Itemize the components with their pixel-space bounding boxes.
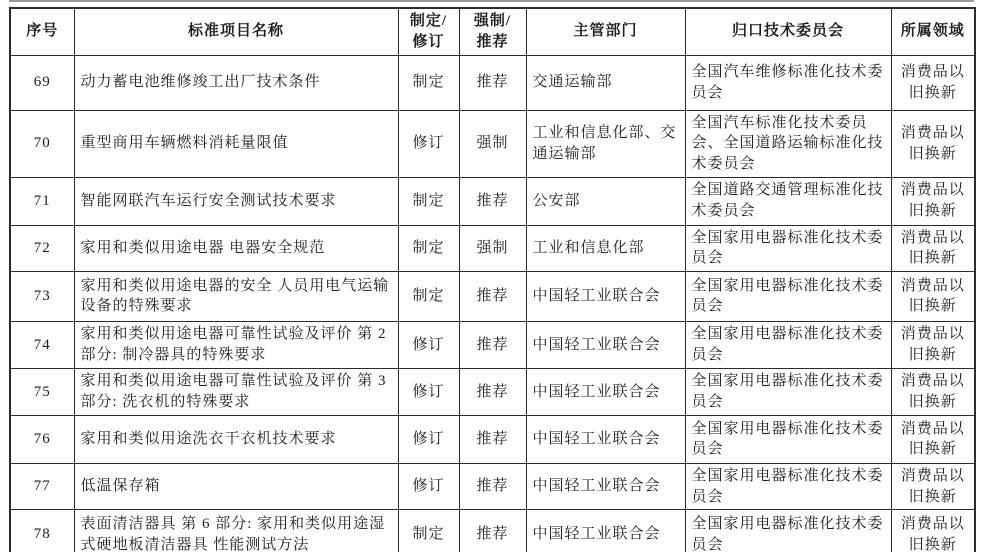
cell-committee: 全国家用电器标准化技术委员会: [685, 510, 891, 552]
cell-seq: 69: [10, 55, 74, 110]
cell-committee: 全国汽车标准化技术委员会、全国道路运输标准化技术委员会: [685, 110, 891, 177]
cell-mandatory: 推荐: [459, 55, 526, 110]
header-committee: 归口技术委员会: [685, 8, 891, 55]
cell-name: 动力蓄电池维修竣工出厂技术条件: [74, 55, 398, 110]
cell-committee: 全国家用电器标准化技术委员会: [685, 321, 891, 368]
cell-department: 中国轻工业联合会: [526, 321, 685, 368]
header-field: 所属领域: [891, 8, 975, 55]
cell-field: 消费品以旧换新: [891, 463, 975, 509]
header-type-line1: 制定/: [409, 13, 448, 30]
cell-committee: 全国汽车维修标准化技术委员会: [685, 55, 891, 110]
table-header: [10, 8, 975, 55]
cell-department: 公安部: [526, 177, 685, 225]
cell-type: 修订: [398, 368, 459, 415]
table-body: [10, 55, 975, 552]
cell-committee: 全国家用电器标准化技术委员会: [685, 415, 891, 463]
cell-department: 交通运输部: [526, 55, 685, 110]
cell-committee: 全国家用电器标准化技术委员会: [685, 225, 891, 271]
table-row: [10, 225, 975, 271]
cell-committee: 全国道路交通管理标准化技术委员会: [685, 177, 891, 225]
cell-type: 制定: [398, 55, 459, 110]
header-seq: 序号: [10, 8, 74, 55]
cell-seq: 76: [10, 415, 74, 463]
cell-seq: 71: [10, 177, 74, 225]
cell-mandatory: 推荐: [459, 271, 526, 321]
cell-name: 家用和类似用途洗衣干衣机技术要求: [74, 415, 398, 463]
cell-seq: 72: [10, 225, 74, 271]
cell-mandatory: 强制: [459, 110, 526, 177]
cell-committee: 全国家用电器标准化技术委员会: [685, 368, 891, 415]
cell-department: 工业和信息化部: [526, 225, 685, 271]
cell-department: 中国轻工业联合会: [526, 415, 685, 463]
cell-seq: 77: [10, 463, 74, 509]
cell-mandatory: 推荐: [459, 415, 526, 463]
standards-table: [9, 7, 976, 552]
cell-type: 修订: [398, 110, 459, 177]
cell-name: 家用和类似用途电器可靠性试验及评价 第 3 部分: 洗衣机的特殊要求: [74, 368, 398, 415]
cell-field: 消费品以旧换新: [891, 110, 975, 177]
table-row: [10, 321, 975, 368]
cell-name: 表面清洁器具 第 6 部分: 家用和类似用途湿式硬地板清洁器具 性能测试方法: [74, 510, 398, 552]
cell-type: 制定: [398, 177, 459, 225]
cell-mandatory: 推荐: [459, 177, 526, 225]
table-row: [10, 110, 975, 177]
cell-name: 低温保存箱: [74, 463, 398, 509]
cell-name: 家用和类似用途电器的安全 人员用电气运输设备的特殊要求: [74, 271, 398, 321]
header-name: 标准项目名称: [74, 8, 398, 55]
cell-department: 工业和信息化部、交通运输部: [526, 110, 685, 177]
cell-committee: 全国家用电器标准化技术委员会: [685, 463, 891, 509]
cell-name: 家用和类似用途电器 电器安全规范: [74, 225, 398, 271]
header-type-line2: 修订: [412, 33, 445, 50]
header-type: [398, 8, 459, 55]
cell-mandatory: 推荐: [459, 463, 526, 509]
cell-field: 消费品以旧换新: [891, 415, 975, 463]
cell-field: 消费品以旧换新: [891, 321, 975, 368]
header-mandatory-line1: 强制/: [473, 13, 512, 30]
cell-committee: 全国家用电器标准化技术委员会: [685, 271, 891, 321]
table-row: [10, 510, 975, 552]
cell-department: 中国轻工业联合会: [526, 463, 685, 509]
cell-department: 中国轻工业联合会: [526, 271, 685, 321]
cell-seq: 70: [10, 110, 74, 177]
table-row: [10, 415, 975, 463]
header-department: 主管部门: [526, 8, 685, 55]
cell-seq: 74: [10, 321, 74, 368]
table-row: [10, 177, 975, 225]
cell-type: 制定: [398, 271, 459, 321]
cell-name: 家用和类似用途电器可靠性试验及评价 第 2 部分: 制冷器具的特殊要求: [74, 321, 398, 368]
cell-seq: 75: [10, 368, 74, 415]
cell-type: 修订: [398, 415, 459, 463]
cell-field: 消费品以旧换新: [891, 510, 975, 552]
table-row: [10, 463, 975, 509]
cell-type: 修订: [398, 463, 459, 509]
cell-seq: 78: [10, 510, 74, 552]
cell-mandatory: 推荐: [459, 510, 526, 552]
cell-name: 智能网联汽车运行安全测试技术要求: [74, 177, 398, 225]
header-mandatory: [459, 8, 526, 55]
cell-field: 消费品以旧换新: [891, 225, 975, 271]
cell-mandatory: 强制: [459, 225, 526, 271]
cell-mandatory: 推荐: [459, 321, 526, 368]
cell-department: 中国轻工业联合会: [526, 510, 685, 552]
cell-type: 制定: [398, 225, 459, 271]
cell-type: 修订: [398, 321, 459, 368]
cell-department: 中国轻工业联合会: [526, 368, 685, 415]
cell-type: 制定: [398, 510, 459, 552]
cell-field: 消费品以旧换新: [891, 271, 975, 321]
table-row: [10, 55, 975, 110]
page-top-rule: [9, 0, 974, 2]
header-row: [10, 8, 975, 55]
cell-field: 消费品以旧换新: [891, 177, 975, 225]
header-mandatory-line2: 推荐: [476, 33, 509, 50]
cell-field: 消费品以旧换新: [891, 368, 975, 415]
cell-field: 消费品以旧换新: [891, 55, 975, 110]
table-row: [10, 368, 975, 415]
cell-name: 重型商用车辆燃料消耗量限值: [74, 110, 398, 177]
cell-seq: 73: [10, 271, 74, 321]
cell-mandatory: 推荐: [459, 368, 526, 415]
table-row: [10, 271, 975, 321]
